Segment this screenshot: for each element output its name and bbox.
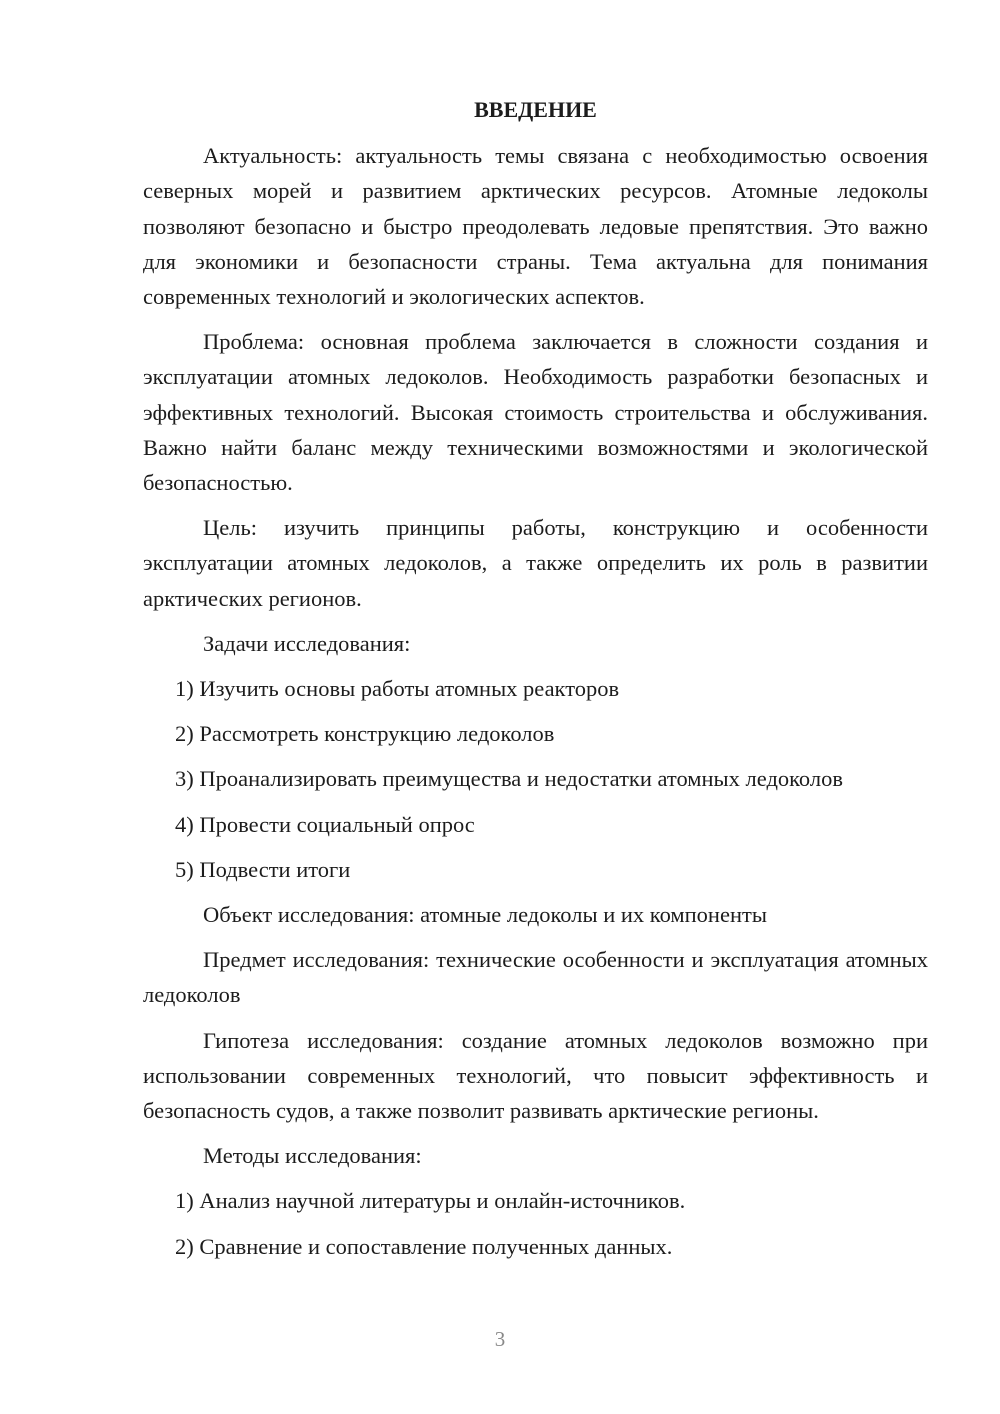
method-item: 2) Сравнение и сопоставление полученных данных.	[175, 1233, 673, 1259]
methods-heading: Методы исследования:	[203, 1143, 422, 1169]
goal-paragraph: Цель: изучить принципы работы, конструкцию и особенности эксплуатации атомных ледоколов, а также определить их роль в развитии арктических регионов.	[143, 515, 928, 611]
task-item: 3) Проанализировать преимущества и недостатки атомных ледоколов	[175, 766, 843, 792]
task-item: 5) Подвести итоги	[175, 856, 351, 882]
problem-paragraph: Проблема: основная проблема заключается в сложности создания и эксплуатации атомных ледоколов. Необходимость разработки безопасных и эффективных технологий. Высокая стоимость строительства и обслуживания. Важно найти баланс между техническими возможностями и экологической безопасностью.	[143, 329, 928, 496]
tasks-heading: Задачи исследования:	[203, 630, 411, 656]
hypothesis-paragraph: Гипотеза исследования: создание атомных ледоколов возможно при использовании современных технологий, что повысит эффективность и безопасность судов, а также позволит развивать арктические регионы.	[143, 1027, 928, 1124]
subject-paragraph: Предмет исследования: технические особенности и эксплуатация атомных ледоколов	[143, 947, 928, 1008]
task-item: 1) Изучить основы работы атомных реакторов	[175, 676, 620, 702]
object-paragraph: Объект исследования: атомные ледоколы и их компоненты	[203, 902, 767, 928]
relevance-paragraph: Актуальность: актуальность темы связана с необходимостью освоения северных морей и развитием арктических ресурсов. Атомные ледоколы позволяют безопасно и быстро преодолевать ледовые препятствия. Это важно для экономики и безопасности страны. Тема актуальна для понимания современных технологий и экологических аспектов.	[143, 143, 928, 310]
document-page	[143, 92, 928, 1274]
page-number: 3	[494, 1327, 506, 1351]
method-item: 1) Анализ научной литературы и онлайн-источников.	[175, 1188, 686, 1214]
task-item: 4) Провести социальный опрос	[175, 811, 475, 837]
task-item: 2) Рассмотреть конструкцию ледоколов	[175, 721, 555, 747]
section-title: ВВЕДЕНИЕ	[474, 97, 597, 122]
